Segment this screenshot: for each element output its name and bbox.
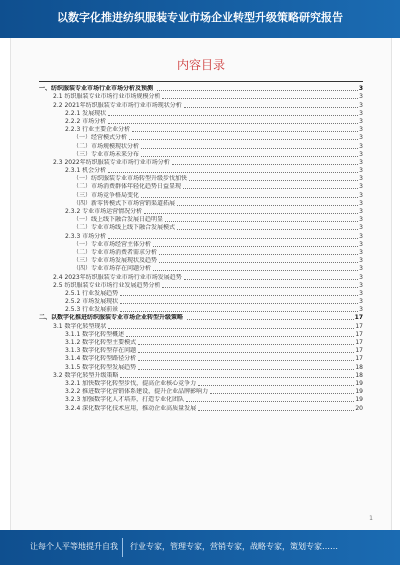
toc-entry-title: 2.5.3 行业发展前景 xyxy=(65,306,119,314)
toc-entry-title: （四）专业市场存在问题分析 xyxy=(73,265,152,273)
toc-entry-page: 3 xyxy=(359,191,363,199)
toc-entry-title: 3.1.2 数字化转型主要模式 xyxy=(65,339,137,346)
toc-entry-title: 2.3.2 专业市场运营情况分析 xyxy=(65,208,143,215)
toc-entry-title: （三）市场竞争格局变化 xyxy=(73,191,140,199)
report-title: 以数字化推进纺织服装专业市场企业转型升级策略研究报告 xyxy=(57,11,343,24)
toc-entry-title: 2.5 纺织服装专业市场行业发展趋势分析 xyxy=(53,281,161,289)
toc-entry[interactable] xyxy=(39,167,363,175)
toc-entry-title: （一）专业市场经营主体分析 xyxy=(73,240,152,248)
page-number: 1 xyxy=(369,515,373,522)
toc-entry-page: 18 xyxy=(355,371,363,379)
toc-entry[interactable] xyxy=(39,110,363,118)
toc-leader-dots xyxy=(184,279,358,280)
toc-entry[interactable] xyxy=(39,404,363,412)
toc-leader-dots xyxy=(159,262,358,263)
toc-entry-page: 17 xyxy=(355,330,363,338)
toc-leader-dots xyxy=(162,287,358,288)
toc-divider xyxy=(39,81,363,82)
toc-leader-dots xyxy=(108,123,358,124)
toc-entry[interactable] xyxy=(39,216,363,224)
toc-entry-page: 3 xyxy=(359,281,363,289)
toc-leader-dots xyxy=(126,336,354,337)
toc-entry-title: 3.1.3 数字化转型存在问题 xyxy=(65,347,137,355)
toc-leader-dots xyxy=(157,90,358,91)
toc-entry-page: 3 xyxy=(359,175,363,183)
toc-entry-title: 3.2.4 深化数字化技术应用，推动企业高质量发展 xyxy=(65,404,197,412)
toc-entry-title: 3.1.4 数字化转型路径分析 xyxy=(65,355,137,363)
toc-entry[interactable] xyxy=(39,290,363,298)
toc-entry-title: （二）市场规模现状分析 xyxy=(73,142,140,150)
toc-leader-dots xyxy=(108,328,354,329)
toc-entry[interactable] xyxy=(39,191,363,199)
toc-entry[interactable] xyxy=(39,363,363,371)
toc-entry[interactable] xyxy=(39,331,363,339)
toc-entry-title: （二）专业市场线上线下融合发展模式 xyxy=(73,224,176,232)
toc-entry[interactable] xyxy=(39,208,363,216)
toc-entry[interactable] xyxy=(39,85,363,93)
toc-leader-dots xyxy=(177,229,358,230)
toc-entry[interactable] xyxy=(39,224,363,232)
toc-entry[interactable] xyxy=(39,142,363,150)
toc-entry[interactable] xyxy=(39,159,363,167)
toc-leader-dots xyxy=(177,205,358,206)
toc-entry-page: 3 xyxy=(359,216,363,224)
toc-entry[interactable] xyxy=(39,396,363,404)
toc-entry-page: 3 xyxy=(359,273,363,281)
toc-entry-page: 3 xyxy=(359,158,363,166)
toc-entry-title: （一）线上线下融合发展日趋明显 xyxy=(73,216,164,224)
toc-entry-page: 3 xyxy=(359,298,363,306)
toc-leader-dots xyxy=(138,344,354,345)
toc-entry-title: 3.2 数字化转型升级策略 xyxy=(53,371,119,379)
toc-leader-dots xyxy=(144,213,358,214)
toc-entry-page: 3 xyxy=(359,126,363,134)
toc-entry-page: 19 xyxy=(355,388,363,396)
toc-entry-page: 3 xyxy=(359,240,363,248)
toc-leader-dots xyxy=(108,115,358,116)
toc-leader-dots xyxy=(165,221,358,222)
toc-leader-dots xyxy=(198,385,354,386)
toc-leader-dots xyxy=(184,107,358,108)
toc-leader-dots xyxy=(198,410,354,411)
toc-entry-page: 17 xyxy=(355,355,363,363)
toc-entry[interactable] xyxy=(39,298,363,306)
toc-entry[interactable] xyxy=(39,380,363,388)
toc-entry-page: 3 xyxy=(359,306,363,314)
toc-entry-title: 3.2.1 加快数字化转型步伐，提高企业核心竞争力 xyxy=(65,379,197,387)
toc-entry-title: 2.3.1 机会分析 xyxy=(65,167,107,175)
toc-entry-title: 二、以数字化推进纺织服装专业市场企业转型升级策略 xyxy=(39,314,184,322)
document-page xyxy=(10,38,392,530)
toc-entry-page: 17 xyxy=(355,339,363,346)
toc-entry-title: 2.2 2021年纺织服装专业市场行业市场现状分析 xyxy=(53,101,182,109)
toc-entry-page: 19 xyxy=(355,379,363,387)
toc-entry-page: 3 xyxy=(359,134,363,142)
toc-entry-page: 3 xyxy=(359,183,363,191)
toc-leader-dots xyxy=(189,180,358,181)
toc-entry-title: （一）经营模式分析 xyxy=(73,134,128,142)
toc-entry[interactable] xyxy=(39,282,363,290)
toc-entry[interactable] xyxy=(39,175,363,183)
toc-entry[interactable] xyxy=(39,388,363,396)
toc-entry[interactable] xyxy=(39,126,363,134)
toc-entry[interactable] xyxy=(39,134,363,142)
toc-entry-title: 2.5.2 市场发展现状 xyxy=(65,298,119,306)
toc-leader-dots xyxy=(153,246,358,247)
toc-leader-dots xyxy=(186,401,354,402)
toc-leader-dots xyxy=(120,377,354,378)
toc-entry-page: 3 xyxy=(359,208,363,215)
toc-entry-title: 2.1 纺织服装专业市场行业市场规模分析 xyxy=(53,93,161,101)
toc-entry-page: 3 xyxy=(359,265,363,273)
toc-leader-dots xyxy=(210,393,354,394)
toc-leader-dots xyxy=(129,139,358,140)
toc-entry-title: 2.3 2022年纺织服装专业市场行业市场分析 xyxy=(53,158,170,166)
toc-entry-title: 2.3.3 市场分析 xyxy=(65,232,107,240)
toc-entry-title: 3.2.3 加强数字化人才培养，打造专业化团队 xyxy=(65,396,185,404)
toc-entry[interactable] xyxy=(39,93,363,101)
toc-entry-page: 3 xyxy=(359,257,363,265)
toc-entry-title: （四）新零售模式下市场营销渠道拓展 xyxy=(73,199,176,207)
toc-leader-dots xyxy=(141,148,358,149)
toc-entry-title: 3.1.1 数字化转型概述 xyxy=(65,330,125,338)
toc-leader-dots xyxy=(108,238,358,239)
toc-entry[interactable] xyxy=(39,265,363,273)
toc-entry-page: 17 xyxy=(355,347,363,355)
toc-leader-dots xyxy=(120,311,358,312)
footer-divider xyxy=(122,538,123,557)
toc-leader-dots xyxy=(187,319,354,320)
toc-leader-dots xyxy=(138,352,354,353)
toc-entry[interactable] xyxy=(39,314,363,322)
toc-entry-page: 3 xyxy=(359,101,363,109)
toc-entry-page: 3 xyxy=(359,232,363,240)
toc-entry-page: 3 xyxy=(358,85,363,93)
toc-entry-title: （二）专业市场消费者需求分析 xyxy=(73,248,158,256)
toc-leader-dots xyxy=(141,197,358,198)
report-header xyxy=(0,0,400,38)
toc-leader-dots xyxy=(108,172,358,173)
toc-entry-page: 3 xyxy=(359,142,363,150)
toc-entry-title: 一、纺织服装专业市场行业市场分析及预测 xyxy=(39,85,154,93)
toc-leader-dots xyxy=(183,188,358,189)
report-footer xyxy=(0,530,400,565)
toc-entry[interactable] xyxy=(39,273,363,281)
toc-entry[interactable] xyxy=(39,151,363,159)
toc-entry[interactable] xyxy=(39,339,363,347)
toc-leader-dots xyxy=(159,254,358,255)
toc-entry-page: 3 xyxy=(359,93,363,101)
toc-leader-dots xyxy=(153,270,358,271)
toc-entry-page: 3 xyxy=(359,224,363,232)
toc-entry[interactable] xyxy=(39,249,363,257)
table-of-contents xyxy=(39,85,363,413)
toc-leader-dots xyxy=(138,360,354,361)
toc-entry-page: 3 xyxy=(359,117,363,125)
toc-entry-title: 3.2.2 推进数字化营销体系建设，提升企业品牌影响力 xyxy=(65,388,209,396)
toc-entry-page: 3 xyxy=(359,167,363,175)
toc-entry-title: （二）市场消费群体年轻化趋势日益显现 xyxy=(73,183,182,191)
toc-entry-title: （三）专业市场发展现状及趋势 xyxy=(73,257,158,265)
toc-leader-dots xyxy=(120,303,358,304)
toc-entry[interactable] xyxy=(39,355,363,363)
toc-entry[interactable] xyxy=(39,347,363,355)
toc-entry[interactable] xyxy=(39,101,363,109)
toc-entry-title: 2.2.2 市场分析 xyxy=(65,117,107,125)
toc-entry-page: 17 xyxy=(354,314,363,322)
toc-entry-page: 3 xyxy=(359,199,363,207)
toc-entry[interactable] xyxy=(39,322,363,330)
toc-entry-page: 20 xyxy=(355,404,363,412)
toc-entry-page: 3 xyxy=(359,248,363,256)
toc-entry-page: 17 xyxy=(355,322,363,330)
toc-entry[interactable] xyxy=(39,306,363,314)
footer-experts: 行业专家，管理专家，营销专家，战略专家，策划专家…… xyxy=(130,542,338,551)
toc-leader-dots xyxy=(172,164,358,165)
toc-entry[interactable] xyxy=(39,232,363,240)
toc-entry-page: 3 xyxy=(359,150,363,158)
toc-entry-title: 2.2.1 发展现状 xyxy=(65,109,107,117)
toc-entry[interactable] xyxy=(39,183,363,191)
toc-entry-title: （一）纺织服装专业市场转型升级步伐加快 xyxy=(73,175,188,183)
toc-entry-title: 3.1 数字化转型现状 xyxy=(53,322,107,330)
toc-leader-dots xyxy=(120,295,358,296)
toc-leader-dots xyxy=(132,131,358,132)
toc-title: 内容目录 xyxy=(176,58,225,72)
toc-entry-page: 3 xyxy=(359,109,363,117)
toc-entry-page: 3 xyxy=(359,289,363,297)
toc-entry-page: 18 xyxy=(355,363,363,371)
toc-entry-title: 2.2.3 行业主要企业分析 xyxy=(65,126,131,134)
toc-entry-title: 3.1.5 数字化转型发展趋势 xyxy=(65,363,137,371)
footer-slogan: 让每个人平等地提升自我 xyxy=(30,542,118,551)
toc-entry[interactable] xyxy=(39,241,363,249)
toc-entry-title: （三）专业市场未来分布 xyxy=(73,150,140,158)
toc-entry[interactable] xyxy=(39,118,363,126)
toc-leader-dots xyxy=(141,156,358,157)
toc-leader-dots xyxy=(162,98,358,99)
toc-entry[interactable] xyxy=(39,200,363,208)
toc-leader-dots xyxy=(138,369,354,370)
toc-entry[interactable] xyxy=(39,372,363,380)
toc-entry-title: 2.4 2023年纺织服装专业市场行业市场发展趋势 xyxy=(53,273,182,281)
toc-entry-page: 19 xyxy=(355,396,363,404)
toc-entry-title: 2.5.1 行业发展趋势 xyxy=(65,289,119,297)
toc-entry[interactable] xyxy=(39,257,363,265)
